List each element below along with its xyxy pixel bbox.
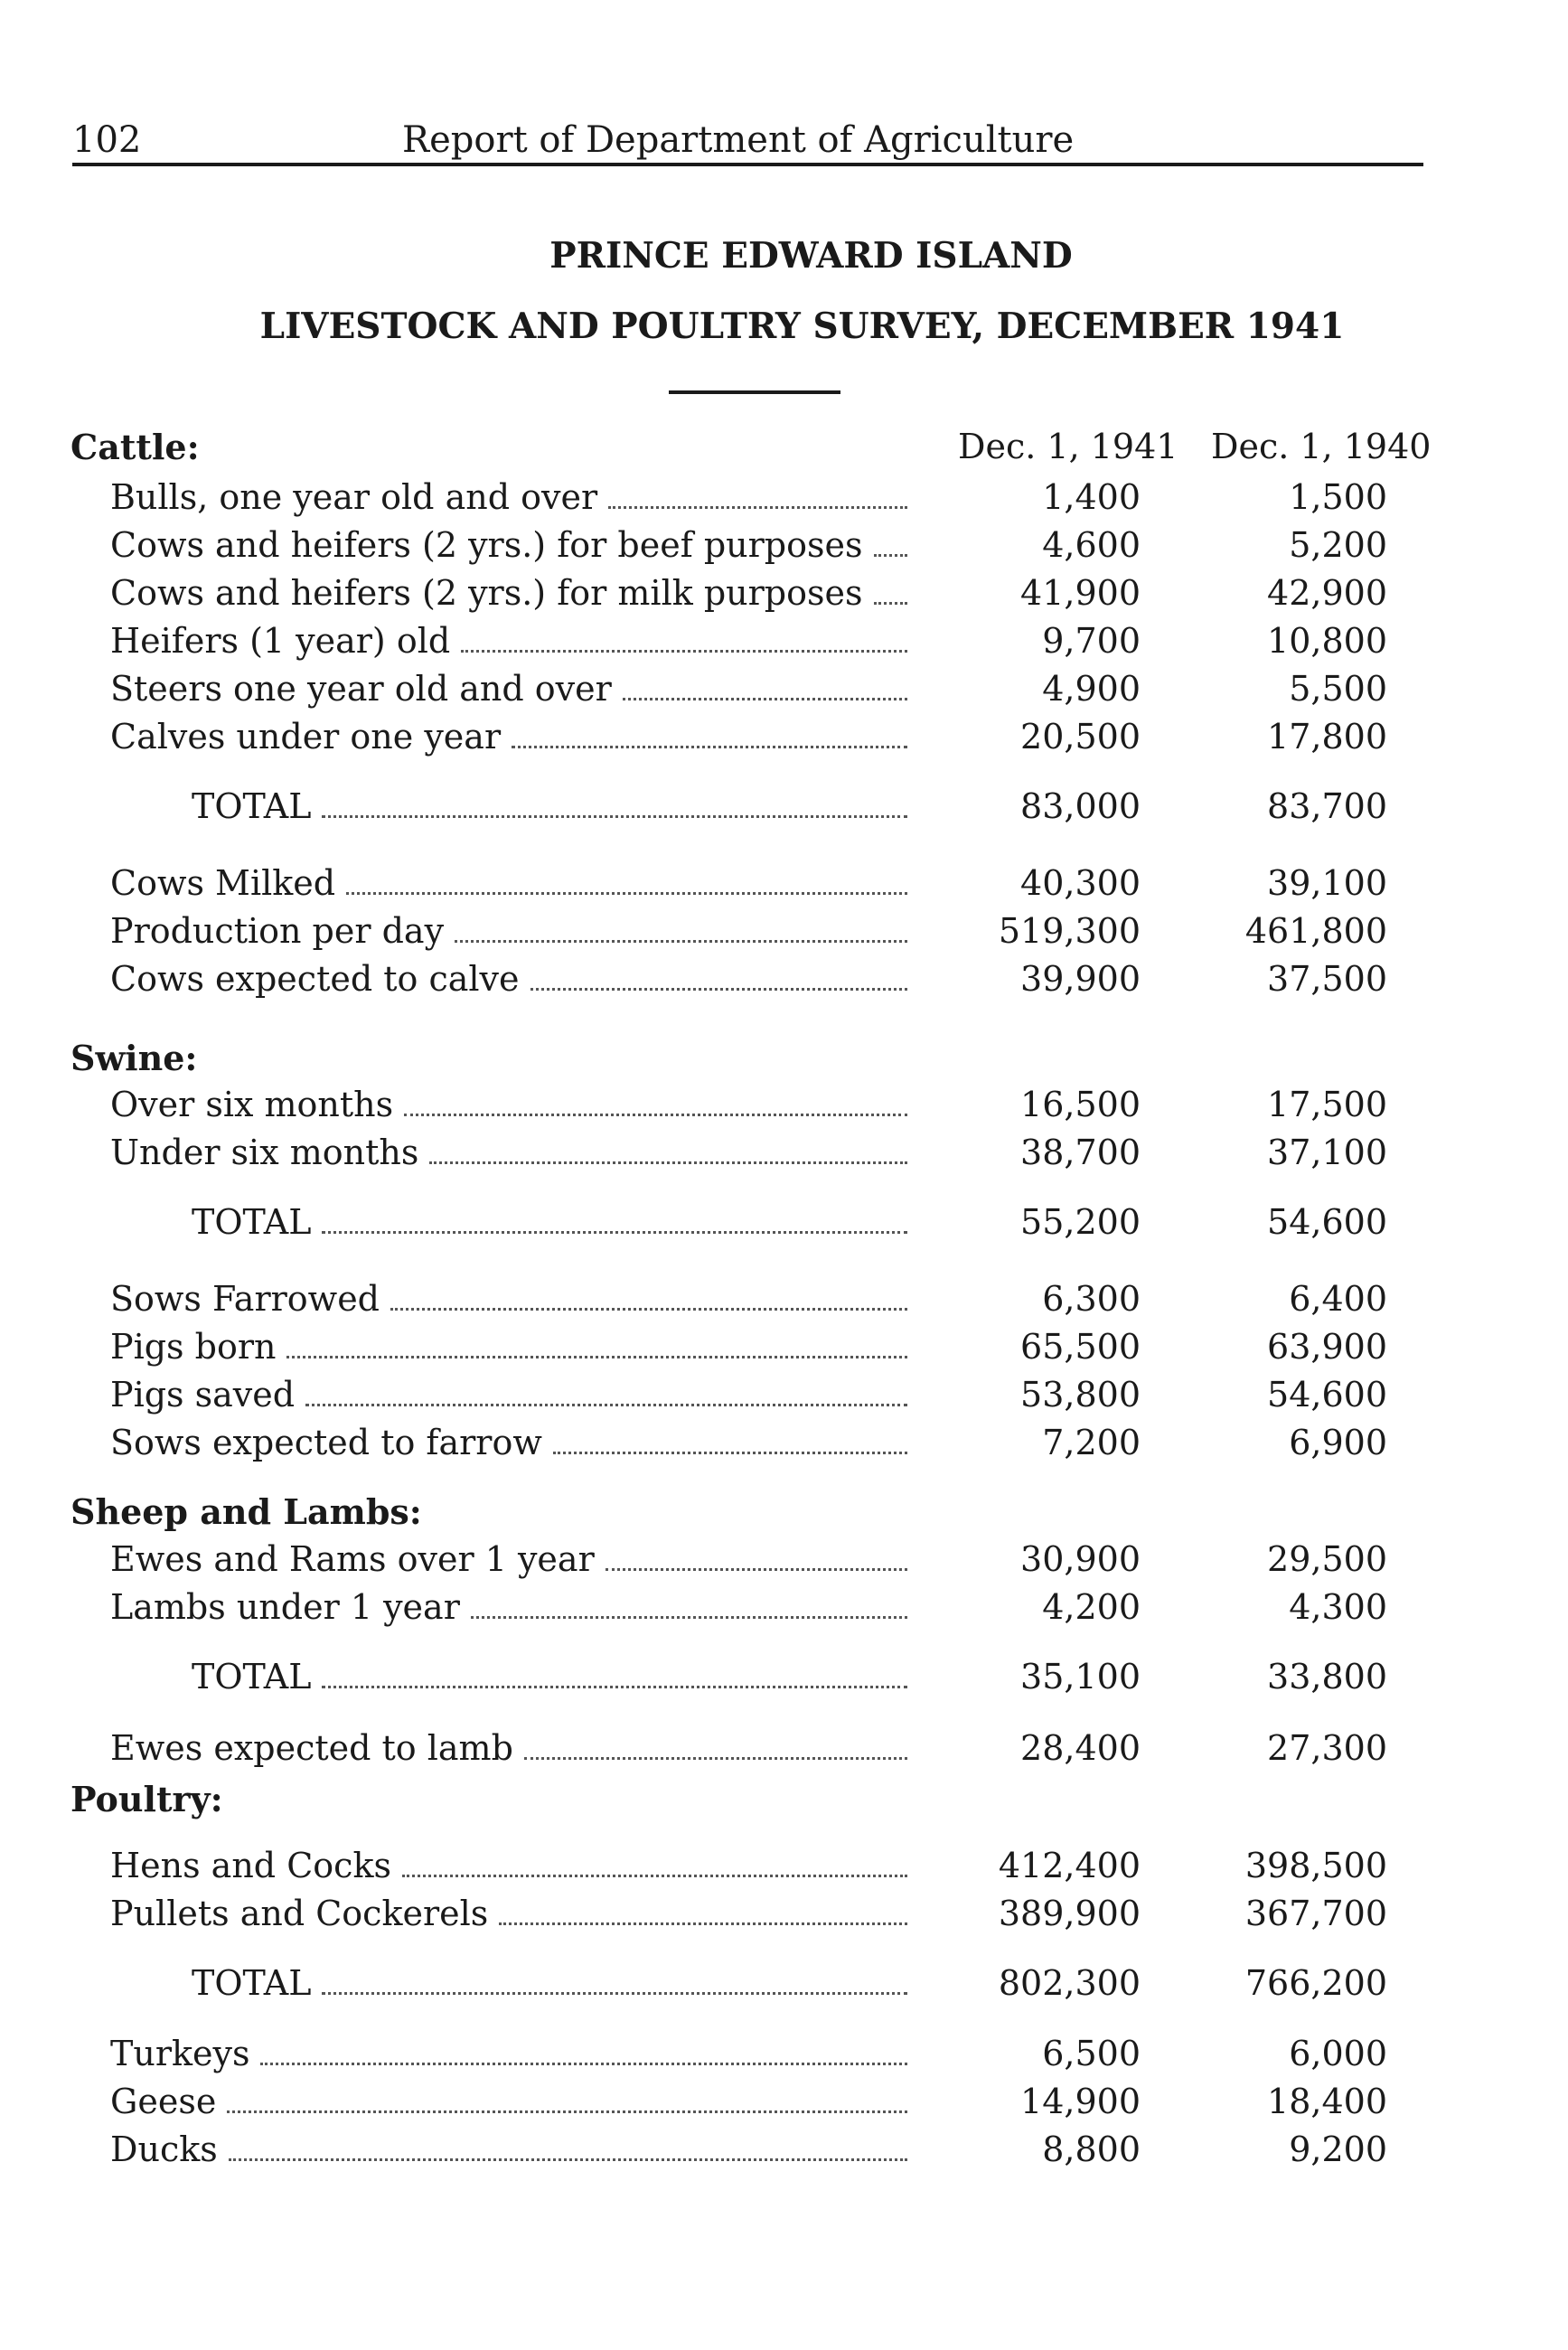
table-row	[0, 863, 1568, 910]
dot-leader	[429, 1161, 907, 1164]
row-label: Sows expected to farrow	[110, 1423, 542, 1462]
row-label: Steers one year old and over	[110, 669, 612, 709]
table-row	[0, 2082, 1568, 2129]
row-label: Turkeys	[110, 2034, 250, 2073]
value-1941: 519,300	[998, 911, 1141, 951]
running-head	[72, 116, 1423, 166]
row-label: Cows expected to calve	[110, 959, 520, 999]
row-label: Sows Farrowed	[110, 1279, 380, 1319]
column-header-1941: Dec. 1, 1941	[958, 427, 1178, 466]
row-label: Heifers (1 year) old	[110, 621, 451, 661]
dot-leader	[499, 1922, 907, 1925]
row-label: TOTAL	[192, 1963, 312, 2003]
document-title: PRINCE EDWARD ISLAND	[549, 235, 1073, 277]
dot-leader	[402, 1875, 907, 1877]
value-1940: 83,700	[1267, 786, 1387, 826]
table-row-total	[0, 786, 1568, 833]
value-1941: 6,500	[1042, 2034, 1141, 2073]
value-1940: 1,500	[1289, 477, 1387, 517]
running-title: Report of Department of Agriculture	[402, 119, 1075, 161]
value-1940: 18,400	[1267, 2082, 1387, 2121]
table-row	[0, 1539, 1568, 1586]
value-1941: 4,200	[1042, 1587, 1141, 1627]
value-1940: 63,900	[1267, 1327, 1387, 1367]
table-row	[0, 911, 1568, 958]
table-row	[0, 1894, 1568, 1941]
table-row	[0, 573, 1568, 620]
value-1940: 39,100	[1267, 863, 1387, 903]
row-label: Ewes expected to lamb	[110, 1728, 513, 1768]
row-label: Pigs saved	[110, 1375, 296, 1415]
row-label: Production per day	[110, 911, 445, 951]
row-label: Lambs under 1 year	[110, 1587, 460, 1627]
dot-leader	[260, 2063, 907, 2065]
dot-leader	[471, 1616, 907, 1619]
document-subtitle: LIVESTOCK AND POULTRY SURVEY, DECEMBER 1941	[259, 306, 1345, 347]
value-1940: 37,500	[1267, 959, 1387, 999]
value-1940: 461,800	[1244, 911, 1387, 951]
row-label: Calves under one year	[110, 717, 502, 757]
value-1940: 6,900	[1289, 1423, 1387, 1462]
value-1940: 37,100	[1267, 1133, 1387, 1172]
value-1941: 39,900	[1020, 959, 1141, 999]
table-row-total	[0, 1657, 1568, 1704]
value-1940: 42,900	[1267, 573, 1387, 613]
dot-leader	[606, 1568, 907, 1571]
table-row	[0, 2129, 1568, 2176]
dot-leader	[530, 988, 907, 991]
row-label: TOTAL	[192, 1657, 312, 1697]
table-row	[0, 1327, 1568, 1374]
value-1940: 6,000	[1289, 2034, 1387, 2073]
table-row	[0, 621, 1568, 668]
value-1941: 35,100	[1020, 1657, 1141, 1697]
row-label: TOTAL	[192, 786, 312, 826]
dot-leader	[553, 1452, 907, 1454]
value-1941: 83,000	[1020, 786, 1141, 826]
dot-leader	[461, 650, 907, 653]
dot-leader	[623, 698, 907, 700]
value-1941: 53,800	[1020, 1375, 1141, 1415]
dot-leader	[322, 1231, 907, 1234]
section-cattle: Cattle:	[70, 427, 200, 467]
value-1940: 17,500	[1267, 1085, 1387, 1124]
dot-leader	[305, 1404, 907, 1406]
value-1940: 6,400	[1289, 1279, 1387, 1319]
value-1940: 766,200	[1244, 1963, 1387, 2003]
value-1941: 4,900	[1042, 669, 1141, 709]
section-poultry: Poultry:	[70, 1779, 223, 1819]
row-label: Cows and heifers (2 yrs.) for milk purposes	[110, 573, 863, 613]
page-number: 102	[72, 119, 142, 161]
value-1940: 54,600	[1267, 1375, 1387, 1415]
row-label: Over six months	[110, 1085, 394, 1124]
dot-leader	[227, 2110, 907, 2113]
table-row	[0, 2034, 1568, 2081]
row-label: Bulls, one year old and over	[110, 477, 598, 517]
value-1940: 398,500	[1244, 1846, 1387, 1885]
value-1940: 4,300	[1289, 1587, 1387, 1627]
value-1940: 367,700	[1244, 1894, 1387, 1933]
value-1941: 41,900	[1020, 573, 1141, 613]
value-1940: 27,300	[1267, 1728, 1387, 1768]
dot-leader	[455, 940, 907, 943]
value-1940: 29,500	[1267, 1539, 1387, 1579]
dot-leader	[512, 746, 907, 748]
dot-leader	[322, 1686, 907, 1688]
value-1941: 389,900	[998, 1894, 1141, 1933]
table-row	[0, 1085, 1568, 1132]
table-row	[0, 525, 1568, 572]
table-row	[0, 1423, 1568, 1470]
value-1940: 9,200	[1289, 2129, 1387, 2169]
value-1941: 28,400	[1020, 1728, 1141, 1768]
dot-leader	[608, 506, 907, 509]
value-1941: 38,700	[1020, 1133, 1141, 1172]
table-row	[0, 1728, 1568, 1775]
value-1941: 412,400	[998, 1846, 1141, 1885]
value-1941: 6,300	[1042, 1279, 1141, 1319]
row-label: Cows and heifers (2 yrs.) for beef purposes	[110, 525, 863, 565]
value-1941: 7,200	[1042, 1423, 1141, 1462]
title-rule	[669, 390, 840, 394]
row-label: Under six months	[110, 1133, 419, 1172]
row-label: Ewes and Rams over 1 year	[110, 1539, 595, 1579]
row-label: Hens and Cocks	[110, 1846, 391, 1885]
dot-leader	[322, 815, 907, 818]
dot-leader	[390, 1308, 907, 1311]
row-label: Pullets and Cockerels	[110, 1894, 489, 1933]
table-row	[0, 1587, 1568, 1634]
section-sheep-and-lambs: Sheep and Lambs:	[70, 1491, 422, 1532]
value-1941: 16,500	[1020, 1085, 1141, 1124]
value-1941: 65,500	[1020, 1327, 1141, 1367]
value-1940: 54,600	[1267, 1202, 1387, 1242]
dot-leader	[286, 1356, 907, 1358]
row-label: Pigs born	[110, 1327, 277, 1367]
value-1941: 30,900	[1020, 1539, 1141, 1579]
value-1941: 14,900	[1020, 2082, 1141, 2121]
table-row	[0, 1375, 1568, 1422]
table-row-total	[0, 1963, 1568, 2010]
table-row	[0, 959, 1568, 1006]
value-1941: 4,600	[1042, 525, 1141, 565]
dot-leader	[524, 1757, 907, 1760]
value-1941: 40,300	[1020, 863, 1141, 903]
dot-leader	[404, 1114, 907, 1116]
table-row	[0, 477, 1568, 524]
value-1940: 33,800	[1267, 1657, 1387, 1697]
dot-leader	[322, 1992, 907, 1995]
table-row	[0, 1846, 1568, 1893]
row-label: Cows Milked	[110, 863, 336, 903]
table-row-total	[0, 1202, 1568, 1249]
value-1940: 5,200	[1289, 525, 1387, 565]
table-row	[0, 1279, 1568, 1326]
value-1941: 8,800	[1042, 2129, 1141, 2169]
column-header-1940: Dec. 1, 1940	[1211, 427, 1432, 466]
row-label: TOTAL	[192, 1202, 312, 1242]
value-1941: 1,400	[1042, 477, 1141, 517]
value-1940: 10,800	[1267, 621, 1387, 661]
dot-leader	[346, 892, 907, 895]
value-1941: 20,500	[1020, 717, 1141, 757]
value-1941: 9,700	[1042, 621, 1141, 661]
table-row	[0, 1133, 1568, 1180]
table-row	[0, 669, 1568, 716]
row-label: Geese	[110, 2082, 217, 2121]
row-label: Ducks	[110, 2129, 218, 2169]
section-swine: Swine:	[70, 1038, 198, 1078]
dot-leader	[229, 2158, 907, 2161]
value-1940: 17,800	[1267, 717, 1387, 757]
table-row	[0, 717, 1568, 764]
dot-leader	[874, 602, 908, 605]
value-1940: 5,500	[1289, 669, 1387, 709]
value-1941: 55,200	[1020, 1202, 1141, 1242]
value-1941: 802,300	[998, 1963, 1141, 2003]
dot-leader	[874, 554, 908, 557]
